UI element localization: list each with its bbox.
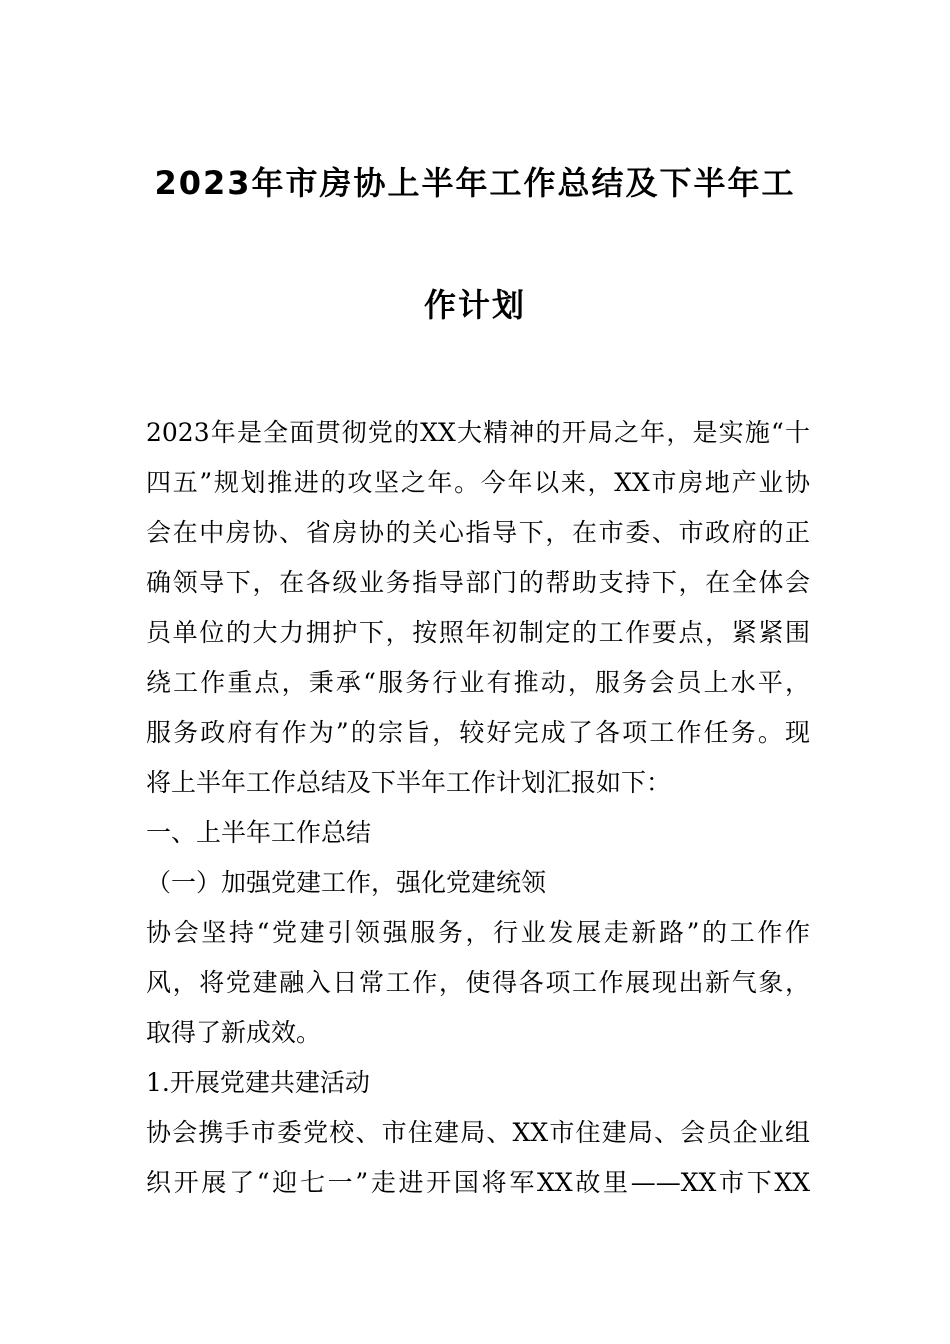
document-body — [146, 408, 810, 1208]
body-line: 协会坚持“党建引领强服务，行业发展走新路”的工作作 — [146, 918, 810, 947]
body-line: 一、上半年工作总结 — [146, 818, 372, 847]
body-line: （一）加强党建工作，强化党建统领 — [146, 868, 547, 897]
body-line: 将上半年工作总结及下半年工作计划汇报如下： — [146, 768, 672, 797]
body-line: 确领导下，在各级业务指导部门的帮助支持下，在全体会 — [146, 568, 810, 597]
body-line: 员单位的大力拥护下，按照年初制定的工作要点，紧紧围 — [146, 618, 810, 647]
document-title-line-2: 作计划 — [423, 286, 526, 324]
body-line: 取得了新成效。 — [146, 1018, 322, 1047]
body-line: 会在中房协、省房协的关心指导下，在市委、市政府的正 — [146, 518, 810, 547]
body-line: 服务政府有作为”的宗旨，较好完成了各项工作任务。现 — [146, 718, 810, 747]
body-line: 织开展了“迎七一”走进开国将军XX故里——XX市下XX — [146, 1168, 810, 1197]
body-line: 2023年是全面贯彻党的XX大精神的开局之年，是实施“十 — [146, 418, 810, 447]
body-line: 协会携手市委党校、市住建局、XX市住建局、会员企业组 — [146, 1118, 810, 1147]
document-title-line-1: 2023年市房协上半年工作总结及下半年工 — [154, 164, 796, 202]
body-line: 风，将党建融入日常工作，使得各项工作展现出新气象， — [146, 968, 810, 997]
body-line: 四五”规划推进的攻坚之年。今年以来，XX市房地产业协 — [146, 468, 810, 497]
body-line: 绕工作重点，秉承“服务行业有推动，服务会员上水平， — [146, 668, 810, 697]
body-line: 1.开展党建共建活动 — [146, 1068, 370, 1097]
